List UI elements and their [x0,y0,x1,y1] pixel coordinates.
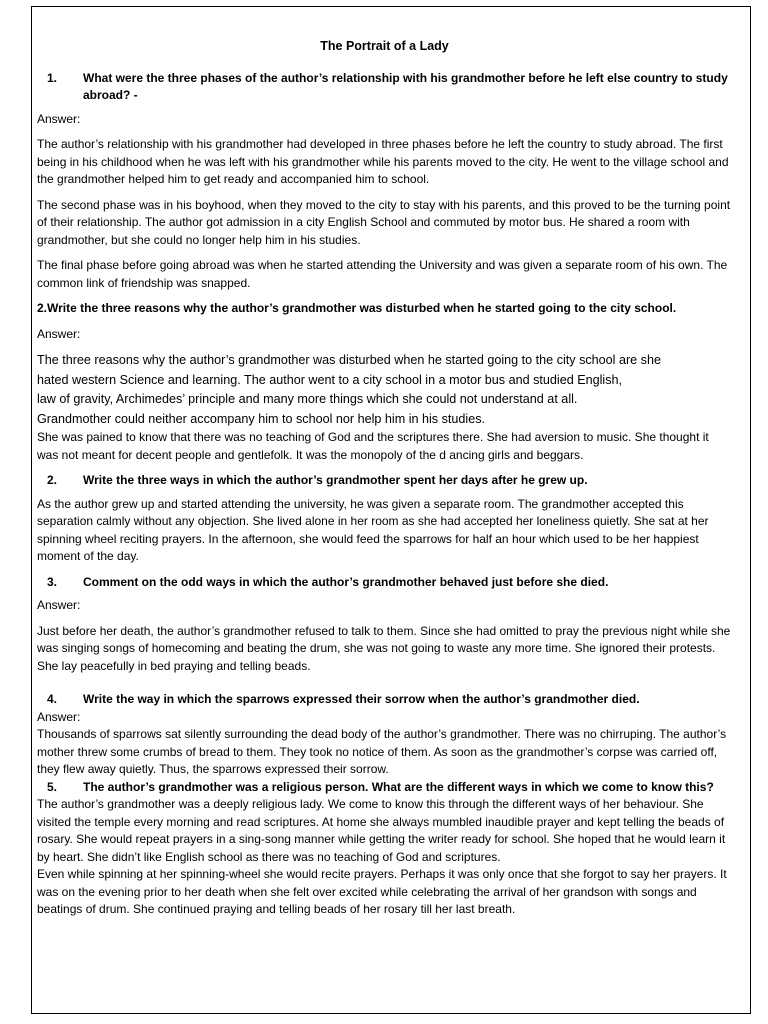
question-text: Comment on the odd ways in which the author’s grandmother behaved just before she died. [83,574,609,589]
answer-paragraph: As the author grew up and started attending the university, he was given a separate room. The grandmother accepted this separation calmly without any objection. She lived alone in her room as she had accepted her loneliness quietly. She sat at her spinning wheel reciting prayers. In the afternoon, she would feed the sparrows for half an hour which used to be her happiest moment of the day. [37,496,709,563]
question-2: 2.Write the three reasons why the author’s grandmother was disturbed when he started going to the city school. [37,301,677,315]
answer-label: Answer: [37,326,81,341]
question-3 [37,472,732,490]
question-6 [37,779,732,797]
answer-paragraph: The author’s relationship with his grandmother had developed in three phases before he left the country to study abroad. The first being in his childhood when he was left with his grandmother while his parents moved to the city. He went to the village school and the grandmother helped him to get ready and accompanied him to school. [37,137,729,186]
answer-line: law of gravity, Archimedes’ principle and many more things which she could not understand at all. [37,392,578,406]
question-text: Write the three ways in which the author’s grandmother spent her days after he grew up. [83,473,588,487]
question-number: 3. [47,574,58,589]
answer-paragraph: Even while spinning at her spinning-wheel she would recite prayers. Perhaps it was only once that she forgot to say her prayers. It was on the evening prior to her death when she felt over excited while celebrating the arrival of her grandson with songs and beatings of drum. She continued praying and telling beads of her rosary till her last breath. [37,867,727,916]
question-1 [37,70,732,105]
answer-label: Answer: [37,111,81,126]
answer-paragraph: The second phase was in his boyhood, when they moved to the city to stay with his parents, and this proved to be the turning point of their relationship. The author got admission in a city English School and commuted by motor bus. He shared a room with grandmother, but she could no longer help him in his studies. [37,197,731,247]
answer-label: Answer: [37,709,81,724]
question-4 [37,574,732,592]
answer-paragraph: The final phase before going abroad was when he started attending the University and was given a separate room of his own. The common link of friendship was snapped. [37,258,728,290]
answer-label: Answer: [37,598,81,612]
answer-paragraph: Thousands of sparrows sat silently surrounding the dead body of the author’s grandmother. There was no chirruping. The author’s mother threw some crumbs of bread to them. They took no notice of them. As soon as the grandmother’s corpse was carried off, they flew away quietly. Thus, the sparrows expressed their sorrow. [37,727,727,776]
answer-paragraph: Just before her death, the author’s grandmother refused to talk to them. Since she had omitted to pray the previous night while she was singing songs of homecoming and beating the drum, she was not going to waste any more time. She ignored their protests. She lay peacefully in bed praying and telling beads. [37,623,731,673]
answer-line: Grandmother could neither accompany him to school nor help him in his studies. [37,411,486,426]
question-number: 1. [47,70,58,85]
question-number: 4. [47,692,58,706]
answer-paragraph: She was pained to know that there was no teaching of God and the scriptures there. She had aversion to music. She thought it was not meant for decent people and gentlefolk. It was the monopoly of the d ancing girls and beggars. [37,430,709,462]
question-number: 5. [47,779,58,794]
page-title: The Portrait of a Lady [320,39,449,53]
question-text: What were the three phases of the author’s relationship with his grandmother before he left else country to study abroad? - [83,70,728,102]
document-body [37,38,732,919]
question-number: 2. [47,473,58,487]
answer-line: The three reasons why the author’s grandmother was disturbed when he started going to the city school are she [37,353,661,367]
question-text: Write the way in which the sparrows expressed their sorrow when the author’s grandmother died. [83,692,640,706]
answer-line: hated western Science and learning. The author went to a city school in a motor bus and studied English, [37,372,623,387]
question-text: The author’s grandmother was a religious person. What are the different ways in which we come to know this? [83,779,714,794]
question-5 [37,691,732,709]
answer-paragraph: The author’s grandmother was a deeply religious lady. We come to know this through the different ways of her behaviour. She visited the temple every morning and read scriptures. At home she always mumbled inaudible prayer and kept telling the beads of rosary. She would repeat prayers in a sing-song manner while getting the writer ready for school. She hoped that he would learn it by heart. She didn’t like English school as there was no teaching of God and scriptures. [37,797,726,864]
